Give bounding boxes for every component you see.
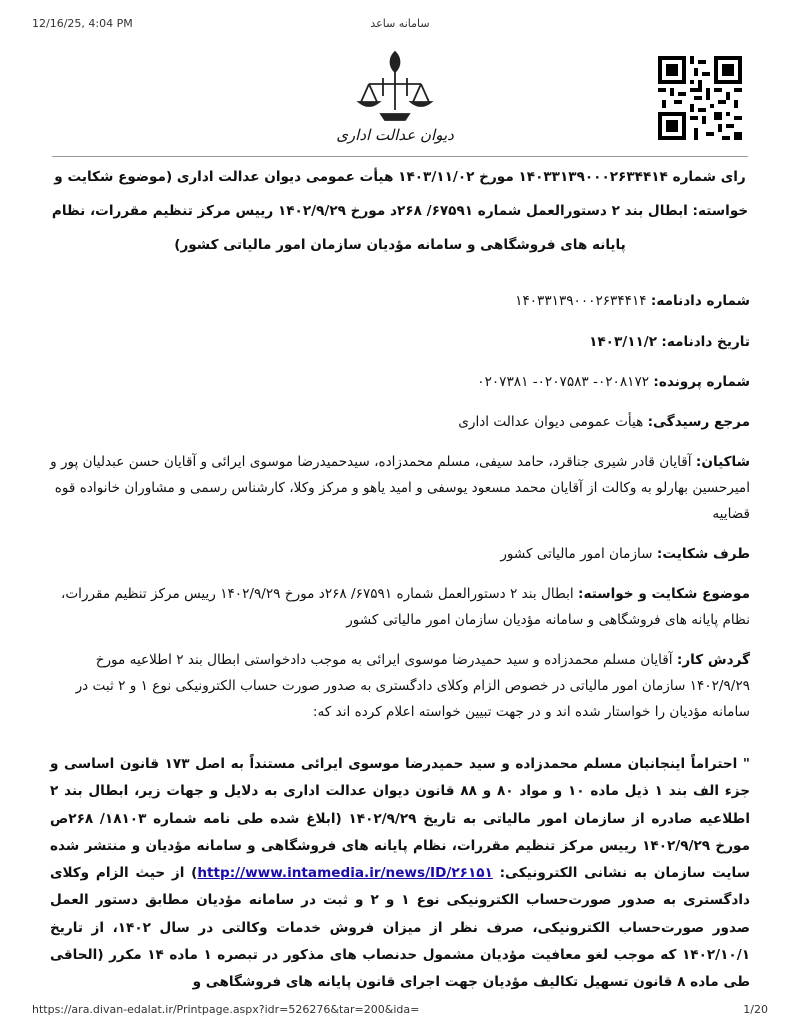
subject-row <box>50 581 750 633</box>
verdict-date-label: تاریخ دادنامه: <box>661 334 750 350</box>
header-divider <box>52 156 748 157</box>
scales-of-justice-icon <box>335 44 455 124</box>
verdict-number-row <box>50 288 750 314</box>
complaint-quote <box>50 751 750 997</box>
qr-code-icon <box>658 56 742 140</box>
case-number-label: شماره پرونده: <box>653 374 750 390</box>
logo-caption: دیوان عدالت اداری <box>336 126 454 144</box>
subject-value: ابطال بند ۲ دستورالعمل شماره ۶۷۵۹۱/ ۲۶۸د مورخ ۱۴۰۲/۹/۲۹ رییس مرکز تنظیم مقررات، نظام پایانه های فروشگاهی و سامانه مؤدیان سازمان امور مالیاتی کشور <box>61 586 750 628</box>
subject-label: موضوع شکایت و خواسته: <box>578 586 750 602</box>
procedure-row <box>50 647 750 725</box>
case-number-row <box>50 369 750 395</box>
defendant-label: طرف شکایت: <box>656 546 750 562</box>
complainants-label: شاکیان: <box>695 454 750 470</box>
complainants-row <box>50 449 750 527</box>
case-number-value: ۰۲۰۸۱۷۲- ۰۲۰۷۵۸۳- ۰۲۰۷۳۸۱ <box>477 374 650 390</box>
defendant-row <box>50 541 750 567</box>
verdict-date-value: ۱۴۰۳/۱۱/۲ <box>589 334 658 350</box>
ruling-body <box>50 288 750 997</box>
quote-part-1: " احتراماً اینجانبان مسلم محمدزاده و سید حمیدرضا موسوی ایرائی مستنداً به اصل ۱۷۳ قانون اساسی و جزء الف بند ۱ ذیل ماده ۱۰ و مواد ۸۰ و ۸۸ قانون دیوان عدالت اداری به دلایل و جهات زیر، ابطال بند ۲ اطلاعیه صادره از سازمان امور مالیاتی به تاریخ ۱۴۰۲/۹/۲۹ (ابلاغ شده طی نامه شماره ۱۸۱۰۳/ ۲۶۸ص مورخ ۱۴۰۲/۹/۲۹ رییس مرکز تنظیم مقررات، نظام پایانه های فروشگاهی و سامانه مؤدیان و منتشر شده سایت سازمان به نشانی الکترونیکی: <box>50 756 751 882</box>
quote-part-2: ) از حیث الزام وکلای دادگستری به صدور صورت‌حساب الکترونیکی نوع ۱ و ۲ و ثبت در سامانه مؤدیان مطابق دستور العمل صدور صورت‌حساب الکترونیکی، صرف نظر از میزان فروش خدمات وکالتی در سال ۱۴۰۲، از تاریخ ۱۴۰۲/۱۰/۱ که موجب لغو معافیت مؤدیان مشمول حدنصاب های مذکور در تبصره ۱ ماده ۱۴ مکرر (الحاقی طی ماده ۸ قانون تسهیل تکالیف مؤدیان جهت اجرای قانون پایانه های فروشگاهی و <box>50 865 750 991</box>
authority-row <box>50 409 750 435</box>
court-emblem-logo <box>335 44 455 152</box>
procedure-value: آقایان مسلم محمدزاده و سید حمیدرضا موسوی ایرائی به موجب دادخواستی ابطال بند ۲ اطلاعیه مورخ ۱۴۰۲/۹/۲۹ سازمان امور مالیاتی در خصوص الزام وکلای دادگستری به صدور صورت حساب الکترونیکی نوع ۱ و ۲ ثبت در سامانه مؤدیان را خواستار شده اند و در جهت تبیین خواسته اعلام کرده اند که: <box>75 652 750 720</box>
authority-label: مرجع رسیدگی: <box>647 414 750 430</box>
verdict-date-row <box>50 329 750 355</box>
complainants-value: آقایان قادر شیری جناقرد، حامد سیفی، مسلم محمدزاده، سیدحمیدرضا موسوی ایرائی و آقایان حسن عبدلیان پور و امیرحسین بهارلو به وکالت از آقایان محمد مسعود یوسفی و امید یاهو و مرکز وکلا، کارشناس رسمی و مشاوران خانواده قوه قضاییه <box>50 454 750 522</box>
ruling-title: رای شماره ۱۴۰۳۳۱۳۹۰۰۰۲۶۳۴۴۱۴ مورخ ۱۴۰۳/۱۱/۰۲ هیأت عمومی دیوان عدالت اداری (موضوع شکایت و خواسته: ابطال بند ۲ دستورالعمل شماره ۶۷۵۹۱/ ۲۶۸د مورخ ۱۴۰۲/۹/۲۹ رییس مرکز تنظیم مقررات، نظام پایانه های فروشگاهی و سامانه مؤدیان سازمان امور مالیاتی کشور) <box>51 169 749 253</box>
verdict-number-value: ۱۴۰۳۳۱۳۹۰۰۰۲۶۳۴۴۱۴ <box>515 293 647 309</box>
procedure-label: گردش کار: <box>676 652 750 668</box>
authority-value: هیأت عمومی دیوان عدالت اداری <box>458 414 644 430</box>
verdict-number-label: شماره دادنامه: <box>650 293 750 309</box>
page-counter: 1/20 <box>743 1003 768 1016</box>
print-site-name: سامانه ساعد <box>370 17 430 30</box>
intamedia-news-link[interactable]: http://www.intamedia.ir/news/ID/۲۶۱۵۱ <box>197 865 493 882</box>
print-url: https://ara.divan-edalat.ir/Printpage.aspx?idr=526276&tar=200&ida= <box>32 1003 420 1016</box>
defendant-value: سازمان امور مالیاتی کشور <box>500 546 653 562</box>
print-datetime: 12/16/25, 4:04 PM <box>32 17 133 30</box>
